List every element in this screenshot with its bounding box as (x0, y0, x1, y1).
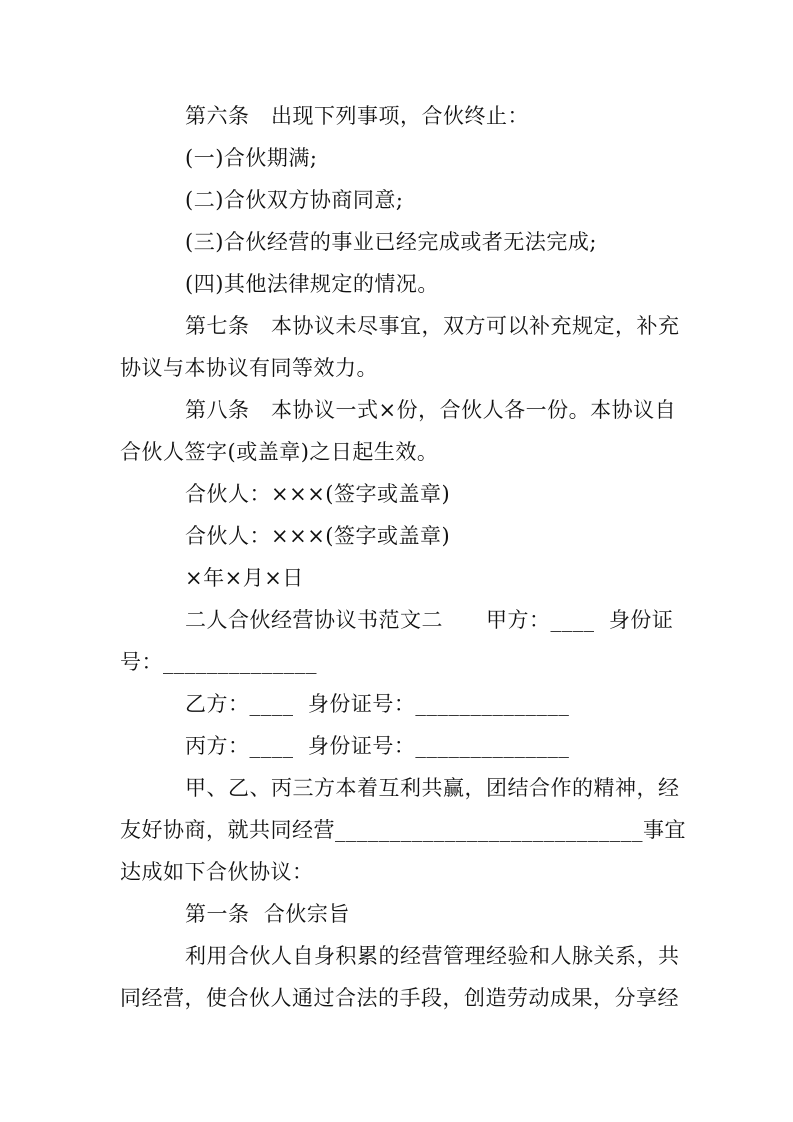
preamble-line-1: 甲、乙、丙三方本着互利共赢，团结合作的精神，经 (185, 776, 680, 800)
preamble-line-2: 友好协商，就共同经营____________________________事宜 (120, 818, 686, 842)
article-6-heading: 第六条 出现下列事项，合伙终止： (185, 104, 529, 128)
article-7-line-1: 第七条 本协议未尽事宜，双方可以补充规定，补充 (185, 314, 680, 338)
partner-signature-2: 合伙人：×××(签字或盖章) (185, 524, 451, 548)
article-7-line-2: 协议与本协议有同等效力。 (120, 356, 378, 380)
article-6-item-2: (二)合伙双方协商同意; (185, 188, 404, 212)
article-8-line-2: 合伙人签字(或盖章)之日起生效。 (120, 440, 439, 464)
article-6-item-3: (三)合伙经营的事业已经完成或者无法完成; (185, 230, 597, 254)
article-1-line-2: 同经营，使合伙人通过合法的手段，创造劳动成果，分享经 (120, 986, 679, 1010)
article-6-item-4: (四)其他法律规定的情况。 (185, 272, 439, 296)
article-8-line-1: 第八条 本协议一式×份，合伙人各一份。本协议自 (185, 398, 677, 422)
article-1-line-1: 利用合伙人自身积累的经营管理经验和人脉关系，共 (185, 944, 680, 968)
party-b-line: 乙方：____ 身份证号：______________ (185, 692, 570, 716)
partner-signature-1: 合伙人：×××(签字或盖章) (185, 482, 451, 506)
article-6-item-1: (一)合伙期满; (185, 146, 318, 170)
template-2-title-party-a: 二人合伙经营协议书范文二 甲方：____ 身份证 (185, 608, 674, 632)
signature-date: ×年×月×日 (185, 566, 304, 590)
party-c-line: 丙方：____ 身份证号：______________ (185, 734, 570, 758)
preamble-line-3: 达成如下合伙协议： (120, 860, 314, 884)
article-1-heading: 第一条 合伙宗旨 (185, 902, 350, 926)
party-a-id-line: 号：______________ (120, 650, 317, 674)
